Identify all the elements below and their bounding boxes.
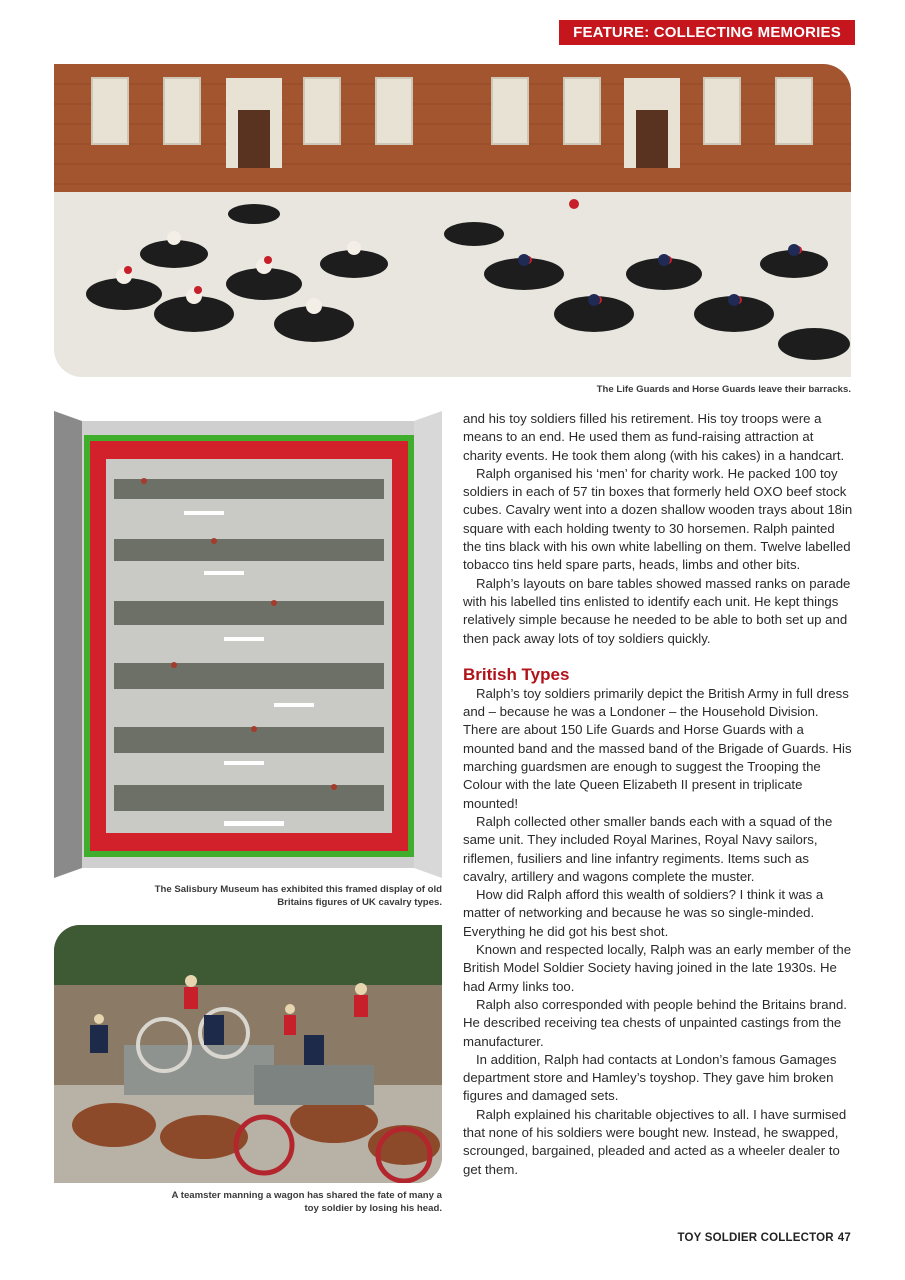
article-paragraph: Ralph’s layouts on bare tables showed massed ranks on parade with his labelled tins enlisted to identify each unit. He kept things relatively simple because he needed to be able to both set up and then pack away lots of toy soldiers quickly.: [463, 575, 851, 646]
wagon-photo-caption: A teamster manning a wagon has shared the fate of many a toy soldier by losing his head.: [171, 1190, 442, 1214]
article-paragraph: Ralph organised his ‘men’ for charity work. He packed 100 toy soldiers in each of 57 tin boxes that formerly held OXO beef stock cubes. Cavalry went into a dozen shallow wooden trays about 18in square with each holding twenty to 30 horsemen. Ralph painted the tins black with his own white labelling on them. Twelve labelled tobacco tins held spare parts, heads, limbs and other bits.: [463, 465, 853, 573]
magazine-title: TOY SOLDIER COLLECTOR: [677, 1232, 834, 1244]
barracks-cavalry-photo: [54, 64, 851, 377]
article-body: [463, 410, 853, 1179]
article-paragraph: Ralph explained his charitable objectives to all. I have surmised that none of his soldiers were bought new. Instead, he swapped, scrounged, bargained, pleaded and acted as a wheeler dealer to get them.: [463, 1106, 847, 1177]
article-paragraph: Ralph also corresponded with people behind the Britains brand. He described receiving tea chests of unpainted castings from the manufacturer.: [463, 996, 847, 1049]
feature-tag: FEATURE: COLLECTING MEMORIES: [559, 20, 855, 45]
page-footer: [678, 1232, 851, 1244]
framed-display-photo: [54, 411, 442, 878]
top-photo-caption: The Life Guards and Horse Guards leave their barracks.: [596, 384, 851, 395]
article-paragraph: How did Ralph afford this wealth of soldiers? I think it was a matter of networking and because he was so single-minded. Everything he did got his best shot.: [463, 887, 824, 939]
section-heading: British Types: [463, 664, 570, 684]
wagon-teamster-photo: [54, 925, 442, 1183]
article-paragraph: In addition, Ralph had contacts at London’s famous Gamages department store and Hamley’s toyshop. They gave him broken figures and damaged sets.: [463, 1051, 837, 1104]
article-paragraph: Ralph’s toy soldiers primarily depict the British Army in full dress and – because he was a Londoner – the Household Division. There are about 150 Life Guards and Horse Guards with a mounted band and the massed band of the Brigade of Guards. His marching guardsmen are enough to suggest the Trooping the Colour with the late Queen Elizabeth II present in triplicate mounted!: [463, 685, 852, 811]
frame-photo-caption: The Salisbury Museum has exhibited this framed display of old Britains figures of UK cavalry types.: [154, 884, 442, 908]
article-paragraph: and his toy soldiers filled his retirement. His toy troops were a means to an end. He used them as fund-raising attraction at charity events. He took them along (with his cakes) in a handcart.: [463, 411, 845, 463]
article-paragraph: Ralph collected other smaller bands each with a squad of the same unit. They included Royal Marines, Royal Navy sailors, riflemen, fusiliers and line infantry regiments. Items such as cavalry, artillery and wagons complete the muster.: [463, 813, 833, 884]
page-number: 47: [837, 1232, 851, 1244]
article-paragraph: Known and respected locally, Ralph was an early member of the British Model Soldier Society having joined in the late 1930s. He had Army links too.: [463, 942, 852, 994]
